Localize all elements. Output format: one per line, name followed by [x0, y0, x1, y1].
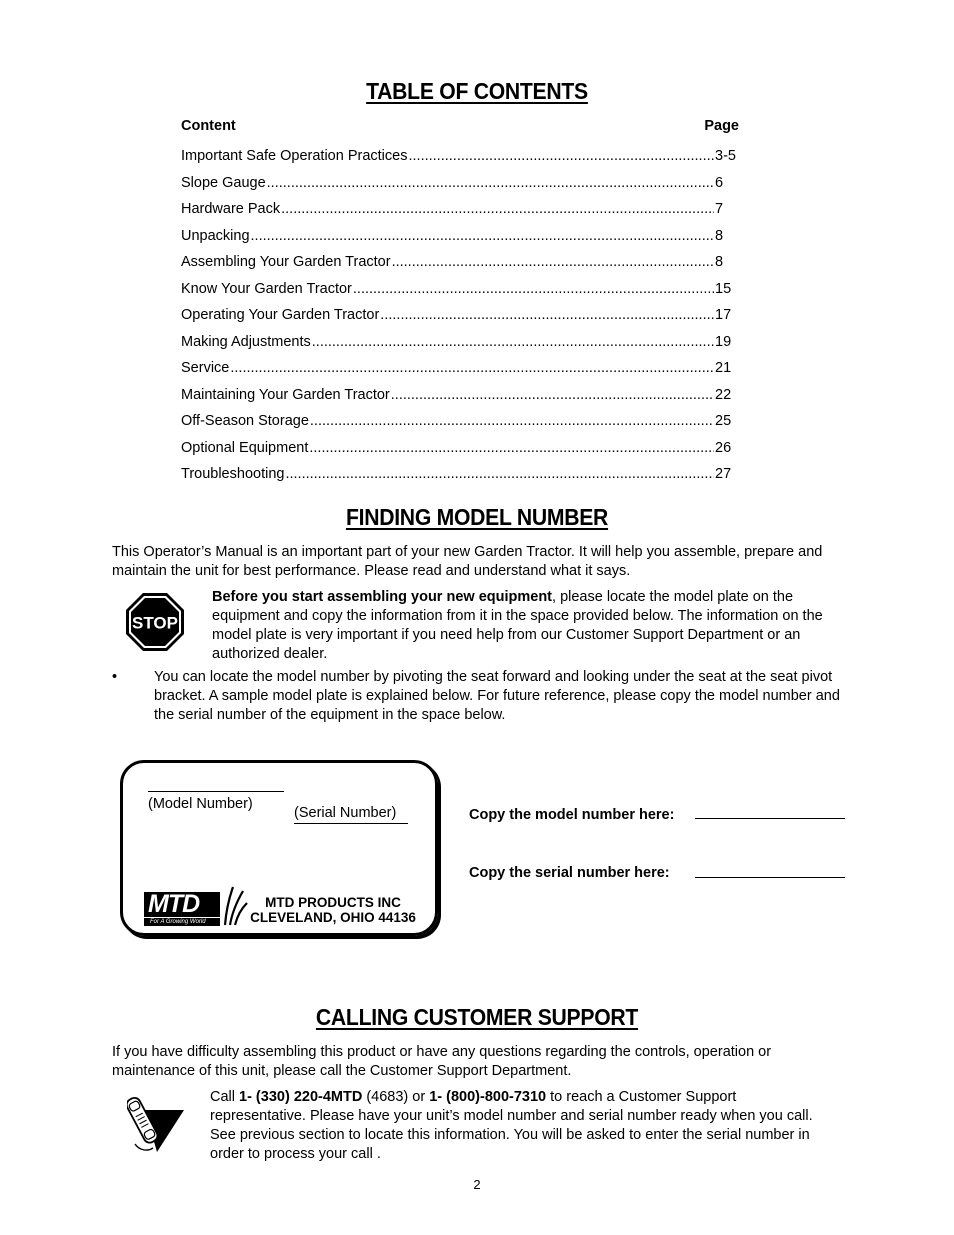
- toc-entry-title: Unpacking: [181, 227, 250, 244]
- toc-entry-title: Hardware Pack: [181, 201, 281, 217]
- toc-entry: [181, 305, 739, 332]
- toc-entry-page: 8: [715, 254, 724, 270]
- toc-entry-title: Important Safe Operation Practices: [181, 148, 408, 164]
- plate-company-name: MTD PRODUCTS INC: [265, 895, 401, 910]
- plate-company-address: CLEVELAND, OHIO 44136: [250, 910, 416, 925]
- toc-entry: [181, 438, 739, 465]
- toc-entry-title: Troubleshooting: [181, 466, 285, 482]
- toc-entry-title: Assembling Your Garden Tractor: [181, 254, 391, 270]
- copy-model-label: Copy the model number here:: [469, 807, 675, 823]
- telephone-icon: [127, 1092, 185, 1154]
- toc-entry-leader-dots: [309, 438, 714, 458]
- toc-entry: [181, 173, 739, 200]
- model-number-line: [148, 791, 284, 792]
- toc-header: [181, 116, 739, 146]
- copy-model-field[interactable]: [695, 818, 845, 819]
- toc-entry-page: 25: [715, 413, 732, 429]
- toc-entry: [181, 464, 739, 491]
- toc-entry-page: 17: [715, 307, 732, 323]
- support-call-paragraph: [210, 1088, 835, 1164]
- toc-entry-page: 6: [715, 174, 724, 191]
- toc-entry: [181, 358, 739, 385]
- support-phone-2: 1- (800)-800-7310: [429, 1089, 547, 1105]
- toc-entry: [181, 226, 739, 253]
- support-call-rest: to reach a Customer Support representative. Please have your unit’s model number and serial number ready when you call. See previous section to locate this information. You will be asked to enter the serial number in order to process your call .: [210, 1089, 813, 1162]
- toc-entry: [181, 199, 739, 226]
- toc-entry: [181, 252, 739, 279]
- toc-entry: [181, 146, 739, 173]
- toc-entry-title: Operating Your Garden Tractor: [181, 307, 380, 323]
- toc-entry-title: Slope Gauge: [181, 174, 266, 191]
- toc-content-column-header: Content: [181, 118, 236, 134]
- customer-support-title: CALLING CUSTOMER SUPPORT: [315, 1004, 639, 1030]
- mtd-logo-text: MTD: [144, 892, 220, 917]
- serial-number-label: (Serial Number): [294, 805, 408, 824]
- toc-entry-leader-dots: [285, 464, 714, 484]
- toc-entry-leader-dots: [230, 358, 714, 378]
- page-number: 2: [473, 1177, 481, 1192]
- toc-entry-title: Maintaining Your Garden Tractor: [181, 386, 390, 403]
- toc-entry-leader-dots: [380, 305, 714, 325]
- toc-entry-title: Off-Season Storage: [181, 413, 309, 429]
- mtd-logo-tagline: For A Growing World: [144, 918, 220, 926]
- toc-entry-leader-dots: [251, 226, 714, 246]
- stop-instruction-bold: Before you start assembling your new equipment: [212, 589, 553, 605]
- model-number-label: (Model Number): [148, 796, 253, 812]
- copy-serial-field[interactable]: [695, 877, 845, 878]
- toc-page-column-header: Page: [704, 118, 739, 134]
- toc-entry: [181, 411, 739, 438]
- toc-entries: [181, 146, 739, 491]
- toc-entry-page: 7: [715, 201, 724, 217]
- toc-entry-leader-dots: [408, 146, 714, 166]
- toc-entry: [181, 279, 739, 306]
- toc-entry-page: 15: [715, 280, 732, 297]
- finding-model-number-title: FINDING MODEL NUMBER: [345, 504, 609, 530]
- toc-entry-leader-dots: [281, 199, 714, 219]
- toc-entry-page: 19: [715, 333, 732, 350]
- toc-entry-page: 26: [715, 439, 732, 456]
- toc-entry-page: 8: [715, 227, 724, 244]
- toc-entry: [181, 385, 739, 412]
- sample-model-plate: [120, 760, 438, 936]
- support-phone-1: 1- (330) 220-4MTD: [239, 1089, 363, 1105]
- table-of-contents: [181, 116, 739, 491]
- support-intro-paragraph: If you have difficulty assembling this product or have any questions regarding the controls, operation or maintenance of this unit, please call the Customer Support Department.: [112, 1044, 772, 1079]
- finding-intro-paragraph: This Operator’s Manual is an important part of your new Garden Tractor. It will help you assemble, prepare and maintain the unit for best performance. Please read and understand what it says.: [112, 544, 823, 579]
- support-phone-1-ext: (4683) or: [362, 1089, 430, 1105]
- support-call-prefix: Call: [210, 1089, 240, 1105]
- stop-sign-icon: [125, 592, 185, 652]
- model-location-bullet-text: You can locate the model number by pivoting the seat forward and looking under the seat at the seat pivot bracket. A sample model plate is explained below. For future reference, please copy the model number and the serial number of the equipment in the space below.: [154, 669, 840, 723]
- toc-entry-leader-dots: [391, 385, 714, 405]
- stop-sign-label: STOP: [132, 613, 178, 633]
- toc-entry-page: 3-5: [715, 148, 736, 164]
- toc-entry-title: Know Your Garden Tractor: [181, 280, 352, 297]
- toc-title: TABLE OF CONTENTS: [366, 78, 588, 104]
- toc-entry-title: Making Adjustments: [181, 333, 311, 350]
- toc-entry: [181, 332, 739, 359]
- toc-entry-leader-dots: [353, 279, 714, 299]
- plate-company-info: [243, 895, 423, 925]
- toc-entry-leader-dots: [312, 332, 714, 352]
- toc-entry-title: Service: [181, 360, 230, 376]
- toc-entry-title: Optional Equipment: [181, 439, 309, 456]
- toc-entry-leader-dots: [392, 252, 714, 272]
- mtd-logo: [144, 892, 220, 924]
- copy-serial-label: Copy the serial number here:: [469, 865, 670, 881]
- toc-entry-page: 21: [715, 360, 732, 376]
- toc-entry-page: 27: [715, 466, 732, 482]
- stop-instruction-paragraph: [212, 588, 842, 664]
- bullet-mark: •: [112, 669, 118, 685]
- toc-entry-leader-dots: [310, 411, 714, 431]
- toc-entry-leader-dots: [267, 173, 714, 193]
- stop-instruction-text: , please locate the model plate on the equipment and copy the information from it in the space provided below. The information on the model plate is very important if you need help from our Customer Support Department or an authorized dealer.: [212, 589, 823, 662]
- toc-entry-page: 22: [715, 386, 732, 403]
